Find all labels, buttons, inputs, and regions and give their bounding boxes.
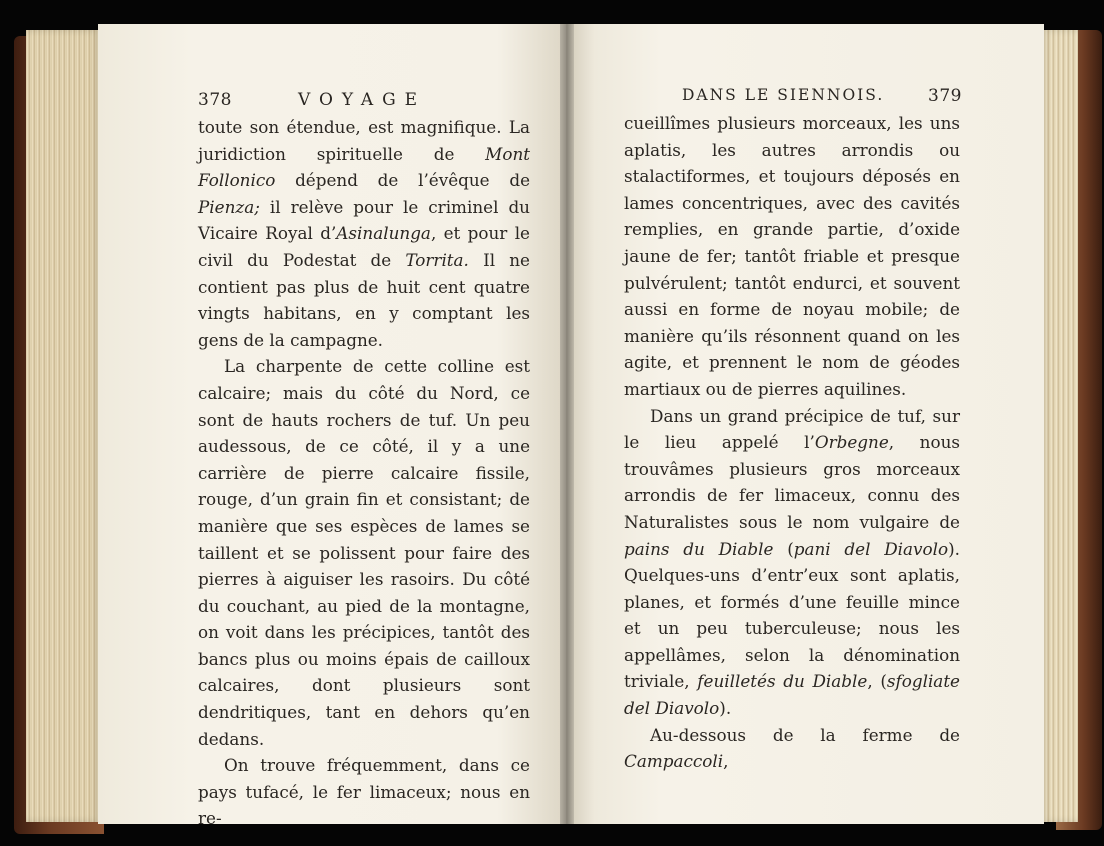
italic-text: Asinalunga: [336, 223, 431, 244]
italic-text: sfogliate del Diavolo: [624, 671, 960, 719]
italic-text: Pienza;: [198, 196, 260, 217]
right-running-head: DANS LE SIENNOIS.: [682, 86, 885, 104]
italic-text: feuilletés du Diable: [697, 671, 868, 692]
text-run: il relève pour le criminel du Vicaire Royal d’: [198, 196, 530, 244]
left-page-edges: [26, 30, 102, 822]
text-run: ,: [723, 751, 729, 772]
text-run: Au-dessous de la ferme de: [650, 724, 960, 745]
text-run: , nous trouvâmes plusieurs gros morceaux arrondis de fer limaceux, connu des Naturalistes sous le nom vulgaire de: [624, 432, 960, 532]
text-run: , et pour le civil du Podestat de: [198, 223, 530, 270]
text-run: cueillîmes plusieurs morceaux, les uns aplatis, les autres arrondis ou stalactiformes, et toujours déposés en lames concentriques, avec des cavités remplies, en grande partie, d’oxide jaune de fer; tantôt friable et presque pulvérulent; tantôt endurci, et souvent aussi en forme de noyau mobile; de manière qu’ils résonnent quand on les agite, et prennent le nom de géodes martiaux ou de pierres aquilines.: [624, 113, 960, 399]
italic-text: Orbegne: [814, 432, 889, 453]
paragraph: [624, 722, 960, 775]
text-run: La charpente de cette colline est calcaire; mais du côté du Nord, ce sont de hauts rochers de tuf. Un peu audessous, de ce côté, il y a une carrière de pierre calcaire fissile, rouge, d’un grain fin et consistant; de manière que ses espèces de lames se taillent et se polissent pour faire des pierres à aiguiser les rasoirs. Du côté du couchant, au pied de la montagne, on voit dans les précipices, tantôt des bancs plus ou moins épais de cailloux calcaires, dont plusieurs sont dendritiques, tant en dehors qu’en dedans.: [198, 356, 530, 749]
text-run: , (: [867, 671, 887, 692]
right-page-edges: [1040, 30, 1078, 822]
italic-text: Torrita.: [405, 249, 469, 270]
text-run: On trouve fréquemment, dans ce pays tufacé, le fer limaceux; nous en re-: [198, 755, 530, 829]
paragraph: [198, 114, 530, 353]
right-page-number: 379: [928, 86, 962, 106]
right-body-text: [624, 110, 960, 775]
text-run: toute son étendue, est magnifique. La juridiction spirituelle de: [198, 117, 530, 164]
text-run: Dans un grand précipice de tuf, sur le lieu appelé l’: [624, 405, 960, 453]
text-run: ).: [719, 698, 732, 719]
paragraph: [198, 353, 530, 752]
left-page-number: 378: [198, 90, 232, 110]
left-body-text: [198, 114, 530, 832]
italic-text: pains du Diable: [624, 538, 774, 559]
italic-text: Mont Follonico: [198, 143, 530, 191]
paragraph: [198, 752, 530, 832]
italic-text: Campaccoli: [624, 751, 724, 772]
text-run: dépend de l’évêque de: [275, 170, 530, 191]
text-run: Il ne contient pas plus de huit cent quatre vingts habitans, en y comptant les gens de la campagne.: [198, 249, 530, 350]
paragraph: [624, 403, 960, 722]
left-running-head: VOYAGE: [298, 90, 427, 110]
italic-text: pani del Diavolo: [793, 538, 949, 559]
text-run: ). Quelques-uns d’entr’eux sont aplatis, planes, et formés d’une feuille mince et un peu tuberculeuse; nous les appellâmes, selon la dénomination triviale,: [624, 538, 960, 692]
text-run: (: [773, 538, 794, 559]
book-gutter: [560, 24, 574, 824]
paragraph: [624, 110, 960, 403]
